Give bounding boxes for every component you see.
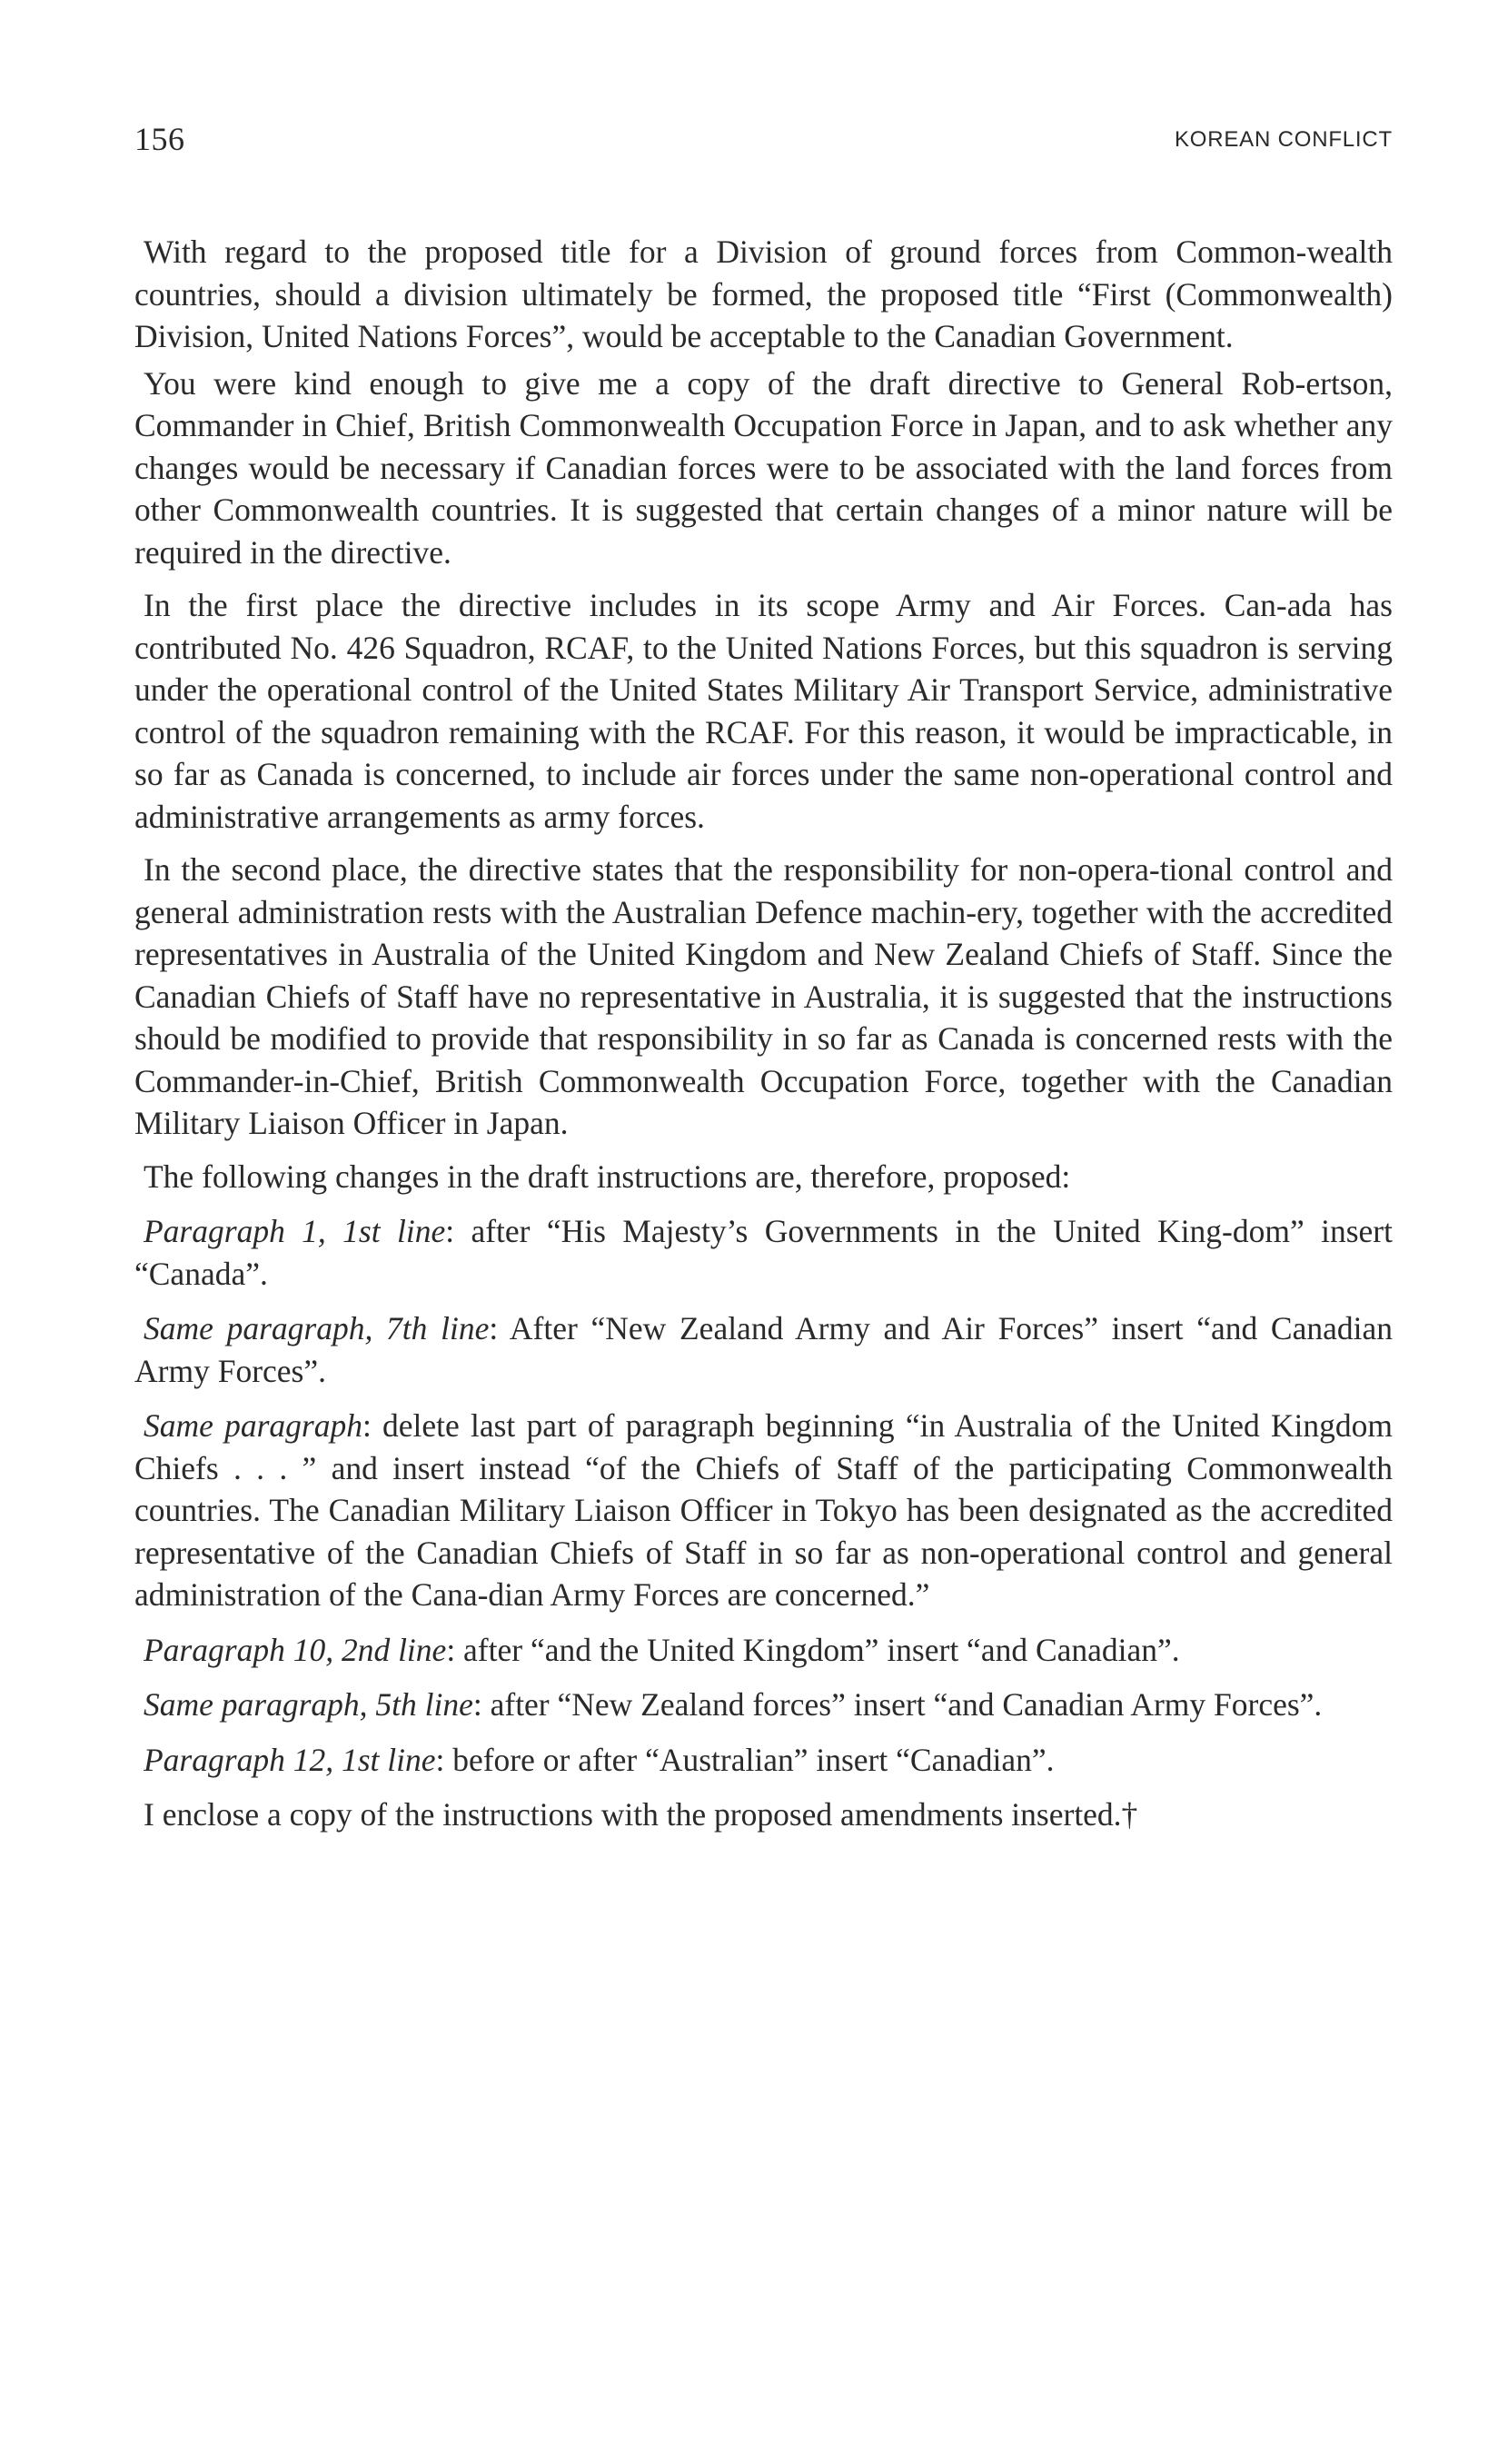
paragraph-air-forces: In the first place the directive includes in its scope Army and Air Forces. Can-ada has contributed No. 426 Squadron, RCAF, to the United Nations Forces, but this squadron is serving under the operational control of the United States Military Air Transport Service, administrative control of the squadron remaining with the RCAF. For this reason, it would be impracticable, in so far as Canada is concerned, to include air forces under the same non-operational control and administrative arrangements as army forces.	[134, 587, 1393, 835]
amendment-reference: Paragraph 12, 1st line	[144, 1741, 436, 1778]
amendment-text: : after “His Majesty’s Governments in the United King-dom” insert “Canada”.	[134, 1213, 1393, 1292]
body-text	[134, 231, 1393, 1841]
amendment-reference: Same paragraph, 7th line	[144, 1310, 490, 1346]
paragraph-proposed-changes: The following changes in the draft instructions are, therefore, proposed:	[144, 1157, 1071, 1195]
amendment-text: : after “New Zealand forces” insert “and Canadian Army Forces”.	[472, 1686, 1323, 1723]
amendment-text: : after “and the United Kingdom” insert “and Canadian”.	[446, 1631, 1180, 1668]
amendment-reference: Paragraph 1, 1st line	[144, 1213, 446, 1249]
running-head: KOREAN CONFLICT	[1174, 127, 1393, 152]
amendment-reference: Same paragraph	[144, 1407, 362, 1444]
amendment-text: : before or after “Australian” insert “Canadian”.	[435, 1741, 1055, 1778]
amendment-item	[134, 1405, 1393, 1616]
closing-sentence: I enclose a copy of the instructions with the proposed amendments inserted.†	[144, 1796, 1138, 1833]
page-header	[134, 116, 1393, 162]
paragraph-draft-directive: You were kind enough to give me a copy of the draft directive to General Rob-ertson, Commander in Chief, British Commonwealth Occupation Force in Japan, and to ask whether any changes would be necessary if Canadian forces were to be associated with the land forces from other Commonwealth countries. It is suggested that certain changes of a minor nature will be required in the directive.	[134, 364, 1393, 571]
amendment-text: : delete last part of paragraph beginning “in Australia of the United Kingdom Chiefs . . . ” and insert instead “of the Chiefs of Staff of the participating Commonwealth countries. The Canadian Military Liaison Officer in Tokyo has been designated as the accredited representative of the Canadian Chiefs of Staff in so far as non-operational control and general administration of the Cana-dian Army Forces are concerned.”	[134, 1407, 1393, 1613]
amendment-text: : After “New Zealand Army and Air Forces” insert “and Canadian Army Forces”.	[134, 1310, 1393, 1389]
amendment-reference: Paragraph 10, 2nd line	[144, 1631, 447, 1668]
amendment-item	[134, 1629, 1393, 1672]
amendment-item	[134, 1739, 1393, 1782]
amendment-item	[134, 1210, 1393, 1295]
paragraph-non-operational-control: In the second place, the directive states that the responsibility for non-opera-tional control and general administration rests with the Australian Defence machin-ery, together with the accredited representatives in Australia of the United Kingdom and New Zealand Chiefs of Staff. Since the Canadian Chiefs of Staff have no representative in Australia, it is suggested that the instructions should be modified to provide that responsibility in so far as Canada is concerned rests with the Commander-in-Chief, British Commonwealth Occupation Force, together with the Canadian Military Liaison Officer in Japan.	[134, 851, 1393, 1141]
paragraph-division-title: With regard to the proposed title for a Division of ground forces from Common-wealth countries, should a division ultimately be formed, the proposed title “First (Commonwealth) Division, United Nations Forces”, would be acceptable to the Canadian Government.	[134, 233, 1393, 354]
amendment-item	[134, 1684, 1393, 1726]
page-number: 156	[134, 121, 185, 157]
amendment-reference: Same paragraph, 5th line	[144, 1686, 473, 1723]
amendment-item	[134, 1307, 1393, 1392]
